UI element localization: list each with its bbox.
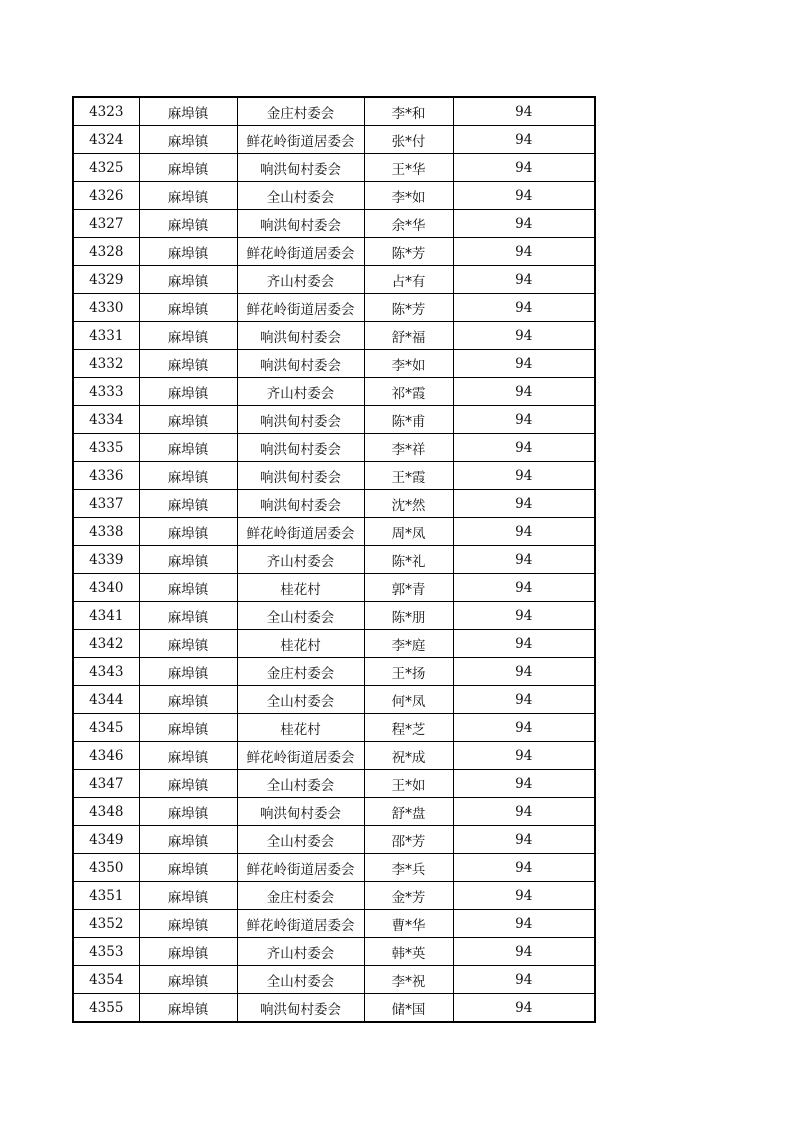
village-cell: 响洪甸村委会 [237, 350, 364, 378]
table-row [73, 602, 595, 630]
name-cell: 郭*青 [364, 574, 453, 602]
score-cell: 94 [453, 154, 595, 182]
town-cell: 麻埠镇 [139, 882, 237, 910]
name-cell: 祝*成 [364, 742, 453, 770]
village-cell: 全山村委会 [237, 182, 364, 210]
row-number-cell: 4353 [73, 938, 139, 966]
table-row [73, 630, 595, 658]
town-cell: 麻埠镇 [139, 518, 237, 546]
score-cell: 94 [453, 826, 595, 854]
name-cell: 陈*朋 [364, 602, 453, 630]
town-cell: 麻埠镇 [139, 378, 237, 406]
village-cell: 响洪甸村委会 [237, 210, 364, 238]
town-cell: 麻埠镇 [139, 490, 237, 518]
name-cell: 李*兵 [364, 854, 453, 882]
row-number-cell: 4330 [73, 294, 139, 322]
town-cell: 麻埠镇 [139, 154, 237, 182]
village-cell: 全山村委会 [237, 966, 364, 994]
score-cell: 94 [453, 490, 595, 518]
score-cell: 94 [453, 238, 595, 266]
score-cell: 94 [453, 994, 595, 1023]
row-number-cell: 4352 [73, 910, 139, 938]
score-cell: 94 [453, 882, 595, 910]
score-cell: 94 [453, 770, 595, 798]
town-cell: 麻埠镇 [139, 742, 237, 770]
town-cell: 麻埠镇 [139, 182, 237, 210]
name-cell: 邵*芳 [364, 826, 453, 854]
name-cell: 李*庭 [364, 630, 453, 658]
table-row [73, 406, 595, 434]
village-cell: 响洪甸村委会 [237, 490, 364, 518]
score-cell: 94 [453, 322, 595, 350]
table-row [73, 322, 595, 350]
town-cell: 麻埠镇 [139, 798, 237, 826]
town-cell: 麻埠镇 [139, 546, 237, 574]
table-row [73, 854, 595, 882]
village-cell: 鲜花岭街道居委会 [237, 910, 364, 938]
score-cell: 94 [453, 434, 595, 462]
village-cell: 金庄村委会 [237, 882, 364, 910]
name-cell: 金*芳 [364, 882, 453, 910]
village-cell: 鲜花岭街道居委会 [237, 126, 364, 154]
table-row [73, 97, 595, 126]
town-cell: 麻埠镇 [139, 294, 237, 322]
row-number-cell: 4334 [73, 406, 139, 434]
score-cell: 94 [453, 210, 595, 238]
name-cell: 李*如 [364, 182, 453, 210]
name-cell: 程*芝 [364, 714, 453, 742]
town-cell: 麻埠镇 [139, 574, 237, 602]
name-cell: 沈*然 [364, 490, 453, 518]
table-row [73, 994, 595, 1023]
village-cell: 齐山村委会 [237, 938, 364, 966]
village-cell: 响洪甸村委会 [237, 994, 364, 1023]
village-cell: 金庄村委会 [237, 97, 364, 126]
data-table [72, 96, 596, 1023]
row-number-cell: 4336 [73, 462, 139, 490]
score-cell: 94 [453, 518, 595, 546]
town-cell: 麻埠镇 [139, 210, 237, 238]
table-row [73, 826, 595, 854]
town-cell: 麻埠镇 [139, 602, 237, 630]
village-cell: 响洪甸村委会 [237, 798, 364, 826]
row-number-cell: 4335 [73, 434, 139, 462]
name-cell: 李*祥 [364, 434, 453, 462]
row-number-cell: 4351 [73, 882, 139, 910]
score-cell: 94 [453, 798, 595, 826]
village-cell: 全山村委会 [237, 602, 364, 630]
row-number-cell: 4331 [73, 322, 139, 350]
score-cell: 94 [453, 126, 595, 154]
name-cell: 周*凤 [364, 518, 453, 546]
table-row [73, 966, 595, 994]
town-cell: 麻埠镇 [139, 658, 237, 686]
table-row [73, 210, 595, 238]
score-cell: 94 [453, 966, 595, 994]
town-cell: 麻埠镇 [139, 994, 237, 1023]
table-row [73, 462, 595, 490]
table-row [73, 882, 595, 910]
town-cell: 麻埠镇 [139, 406, 237, 434]
name-cell: 曹*华 [364, 910, 453, 938]
score-cell: 94 [453, 378, 595, 406]
village-cell: 桂花村 [237, 714, 364, 742]
row-number-cell: 4339 [73, 546, 139, 574]
score-cell: 94 [453, 294, 595, 322]
row-number-cell: 4337 [73, 490, 139, 518]
name-cell: 祁*霞 [364, 378, 453, 406]
table-row [73, 938, 595, 966]
table-row [73, 798, 595, 826]
town-cell: 麻埠镇 [139, 714, 237, 742]
row-number-cell: 4345 [73, 714, 139, 742]
score-cell: 94 [453, 910, 595, 938]
town-cell: 麻埠镇 [139, 350, 237, 378]
name-cell: 韩*英 [364, 938, 453, 966]
score-cell: 94 [453, 574, 595, 602]
name-cell: 陈*礼 [364, 546, 453, 574]
score-cell: 94 [453, 658, 595, 686]
row-number-cell: 4343 [73, 658, 139, 686]
row-number-cell: 4346 [73, 742, 139, 770]
score-cell: 94 [453, 742, 595, 770]
village-cell: 响洪甸村委会 [237, 462, 364, 490]
table-row [73, 126, 595, 154]
name-cell: 舒*盘 [364, 798, 453, 826]
name-cell: 王*霞 [364, 462, 453, 490]
score-cell: 94 [453, 854, 595, 882]
table-row [73, 658, 595, 686]
town-cell: 麻埠镇 [139, 462, 237, 490]
town-cell: 麻埠镇 [139, 826, 237, 854]
table-row [73, 910, 595, 938]
village-cell: 全山村委会 [237, 770, 364, 798]
row-number-cell: 4341 [73, 602, 139, 630]
town-cell: 麻埠镇 [139, 854, 237, 882]
row-number-cell: 4340 [73, 574, 139, 602]
row-number-cell: 4329 [73, 266, 139, 294]
score-cell: 94 [453, 686, 595, 714]
score-cell: 94 [453, 938, 595, 966]
table-row [73, 350, 595, 378]
village-cell: 齐山村委会 [237, 266, 364, 294]
town-cell: 麻埠镇 [139, 966, 237, 994]
row-number-cell: 4332 [73, 350, 139, 378]
village-cell: 鲜花岭街道居委会 [237, 238, 364, 266]
name-cell: 张*付 [364, 126, 453, 154]
village-cell: 全山村委会 [237, 686, 364, 714]
score-cell: 94 [453, 266, 595, 294]
row-number-cell: 4323 [73, 97, 139, 126]
row-number-cell: 4348 [73, 798, 139, 826]
village-cell: 鲜花岭街道居委会 [237, 518, 364, 546]
town-cell: 麻埠镇 [139, 97, 237, 126]
score-cell: 94 [453, 182, 595, 210]
score-cell: 94 [453, 602, 595, 630]
row-number-cell: 4325 [73, 154, 139, 182]
table-row [73, 686, 595, 714]
score-cell: 94 [453, 350, 595, 378]
name-cell: 王*扬 [364, 658, 453, 686]
village-cell: 响洪甸村委会 [237, 322, 364, 350]
name-cell: 王*如 [364, 770, 453, 798]
name-cell: 王*华 [364, 154, 453, 182]
score-cell: 94 [453, 546, 595, 574]
table-row [73, 266, 595, 294]
score-cell: 94 [453, 714, 595, 742]
name-cell: 李*和 [364, 97, 453, 126]
village-cell: 桂花村 [237, 574, 364, 602]
table-row [73, 714, 595, 742]
town-cell: 麻埠镇 [139, 266, 237, 294]
table-row [73, 294, 595, 322]
name-cell: 储*国 [364, 994, 453, 1023]
name-cell: 余*华 [364, 210, 453, 238]
row-number-cell: 4333 [73, 378, 139, 406]
row-number-cell: 4328 [73, 238, 139, 266]
name-cell: 李*祝 [364, 966, 453, 994]
village-cell: 桂花村 [237, 630, 364, 658]
village-cell: 鲜花岭街道居委会 [237, 854, 364, 882]
table-row [73, 490, 595, 518]
row-number-cell: 4324 [73, 126, 139, 154]
row-number-cell: 4327 [73, 210, 139, 238]
name-cell: 李*如 [364, 350, 453, 378]
village-cell: 齐山村委会 [237, 378, 364, 406]
row-number-cell: 4350 [73, 854, 139, 882]
score-cell: 94 [453, 462, 595, 490]
name-cell: 陈*甫 [364, 406, 453, 434]
town-cell: 麻埠镇 [139, 238, 237, 266]
village-cell: 鲜花岭街道居委会 [237, 294, 364, 322]
village-cell: 全山村委会 [237, 826, 364, 854]
row-number-cell: 4326 [73, 182, 139, 210]
table-row [73, 154, 595, 182]
name-cell: 陈*芳 [364, 294, 453, 322]
village-cell: 响洪甸村委会 [237, 434, 364, 462]
row-number-cell: 4344 [73, 686, 139, 714]
score-cell: 94 [453, 630, 595, 658]
table-row [73, 742, 595, 770]
town-cell: 麻埠镇 [139, 434, 237, 462]
table-row [73, 518, 595, 546]
village-cell: 金庄村委会 [237, 658, 364, 686]
name-cell: 占*有 [364, 266, 453, 294]
score-cell: 94 [453, 97, 595, 126]
table-row [73, 378, 595, 406]
table-row [73, 182, 595, 210]
table-row [73, 546, 595, 574]
row-number-cell: 4349 [73, 826, 139, 854]
row-number-cell: 4347 [73, 770, 139, 798]
village-cell: 鲜花岭街道居委会 [237, 742, 364, 770]
town-cell: 麻埠镇 [139, 910, 237, 938]
town-cell: 麻埠镇 [139, 770, 237, 798]
table-row [73, 434, 595, 462]
row-number-cell: 4354 [73, 966, 139, 994]
row-number-cell: 4342 [73, 630, 139, 658]
town-cell: 麻埠镇 [139, 630, 237, 658]
town-cell: 麻埠镇 [139, 686, 237, 714]
table-row [73, 238, 595, 266]
row-number-cell: 4338 [73, 518, 139, 546]
town-cell: 麻埠镇 [139, 126, 237, 154]
table-row [73, 770, 595, 798]
village-cell: 响洪甸村委会 [237, 154, 364, 182]
village-cell: 响洪甸村委会 [237, 406, 364, 434]
name-cell: 陈*芳 [364, 238, 453, 266]
town-cell: 麻埠镇 [139, 938, 237, 966]
name-cell: 何*凤 [364, 686, 453, 714]
town-cell: 麻埠镇 [139, 322, 237, 350]
village-cell: 齐山村委会 [237, 546, 364, 574]
score-cell: 94 [453, 406, 595, 434]
table-body [73, 97, 595, 1022]
name-cell: 舒*福 [364, 322, 453, 350]
table-row [73, 574, 595, 602]
row-number-cell: 4355 [73, 994, 139, 1023]
